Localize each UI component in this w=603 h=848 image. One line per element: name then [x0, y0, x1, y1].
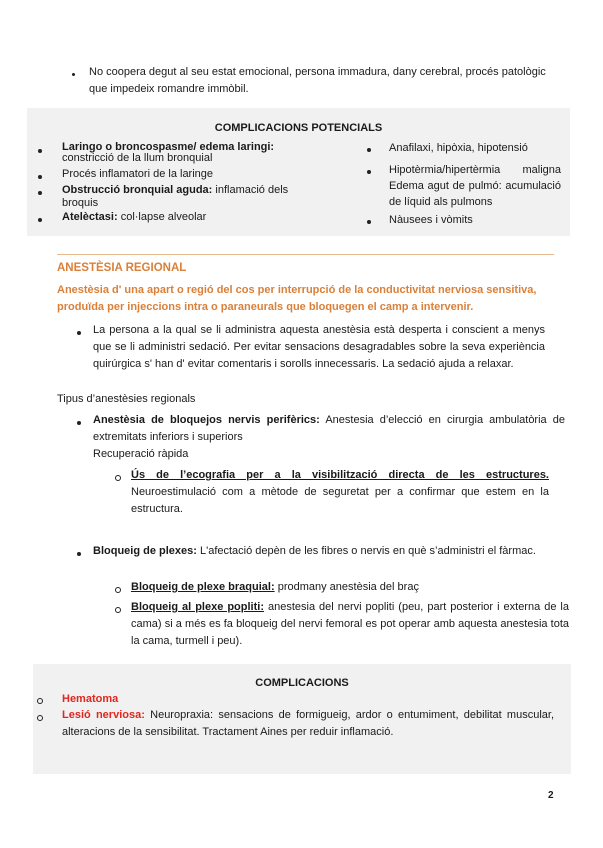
- complications-potential-title: COMPLICACIONS POTENCIALS: [214, 122, 383, 134]
- left-item-1: Laringo o broncospasme/ edema laringi: constricció de la llum bronquial: [62, 141, 275, 164]
- nerve-block-extra: Recuperació ràpida: [93, 448, 189, 460]
- plexus-block-text: Bloqueig de plexes: L'afectació depèn de les fibres o nervis en què s’administri el fàrmac.: [93, 545, 536, 557]
- bullet-dot: [72, 73, 75, 76]
- bullet-dot: [367, 148, 371, 152]
- sub-bullet-ring: [115, 607, 121, 613]
- regional-heading: ANESTÈSIA REGIONAL: [57, 262, 187, 274]
- sub-bullet-ring: [37, 715, 43, 721]
- nerve-block-text: Anestèsia de bloquejos nervis perifèrics: Anestesia d’elecció en cirurgia ambulatòria de extremitats inferiors i superiors: [93, 414, 566, 443]
- bullet-dot: [77, 552, 81, 556]
- bullet-dot: [367, 220, 371, 224]
- right-item-1: Anafilaxi, hipòxia, hipotensió: [389, 142, 528, 154]
- page-number: 2: [548, 790, 554, 801]
- nerve-block-sub: Ús de l’ecografia per a la visibilització directa de les estructures. Neuroestimulació com a mètode de seguretat per a confirmar que estem en la estructura.: [131, 469, 549, 515]
- section-divider: [57, 254, 554, 255]
- bullet-dot: [77, 331, 81, 335]
- complications-title: COMPLICACIONS: [255, 677, 349, 689]
- bullet-dot: [38, 175, 42, 179]
- plexus-sub-2: Bloqueig al plexe popliti: anestesia del nervi popliti (peu, part posterior i externa de la cama) si a més es fa bloqueig del nervi femoral es pot operar amb aquesta anestesia tota la cama, turmell i peu).: [131, 601, 569, 647]
- complication-nerve-injury: Lesió nerviosa: Neuropraxia: sensacions de formigueig, ardor o entumiment, debilitat muscular, alteracions de la sensibilitat. Tractament Aines per reduir inflamació.: [62, 709, 554, 738]
- plexus-sub-1: Bloqueig de plexe braquial: prodmany anestèsia del braç: [131, 581, 419, 593]
- bullet-dot: [367, 170, 371, 174]
- bullet-dot: [38, 218, 42, 222]
- sub-bullet-ring: [115, 475, 121, 481]
- types-label: Tipus d’anestèsies regionals: [57, 393, 196, 405]
- bullet-dot: [38, 191, 42, 195]
- bullet-dot: [77, 421, 81, 425]
- sub-bullet-ring: [115, 587, 121, 593]
- left-item-4: Atelèctasi: col·lapse alveolar: [62, 211, 207, 223]
- sub-bullet-ring: [37, 698, 43, 704]
- regional-definition: Anestèsia d' una apart o regió del cos per interrupció de la conductivitat nerviosa sensitiva, produïda per injeccions intra o paraneurals que bloquegen el camp a intervenir.: [57, 284, 537, 313]
- bullet-dot: [38, 149, 42, 153]
- intro-bullet-text: No coopera degut al seu estat emocional, persona immadura, dany cerebral, procés patològic que impedeix romandre immòbil.: [89, 66, 546, 95]
- right-item-3: Nàusees i vòmits: [389, 214, 473, 226]
- regional-bullet-1: La persona a la qual se li administra aquesta anestèsia està desperta i conscient a menys que se li administri sedació. Per evitar sensacions desagradables sobre la seva experiència quirúrgica s' han d' evitar comentaris i sorolls innecessaris. La sedació ajuda a relaxar.: [93, 324, 545, 370]
- complication-hematoma: Hematoma: [62, 693, 119, 705]
- left-item-2: Procés inflamatori de la laringe: [62, 168, 214, 180]
- right-item-2: Hipotèrmia/hipertèrmia maligna Edema agut de pulmó: acumulació de líquid als pulmons: [389, 164, 561, 208]
- left-item-3: Obstrucció bronquial aguda: inflamació dels broquis: [62, 184, 289, 209]
